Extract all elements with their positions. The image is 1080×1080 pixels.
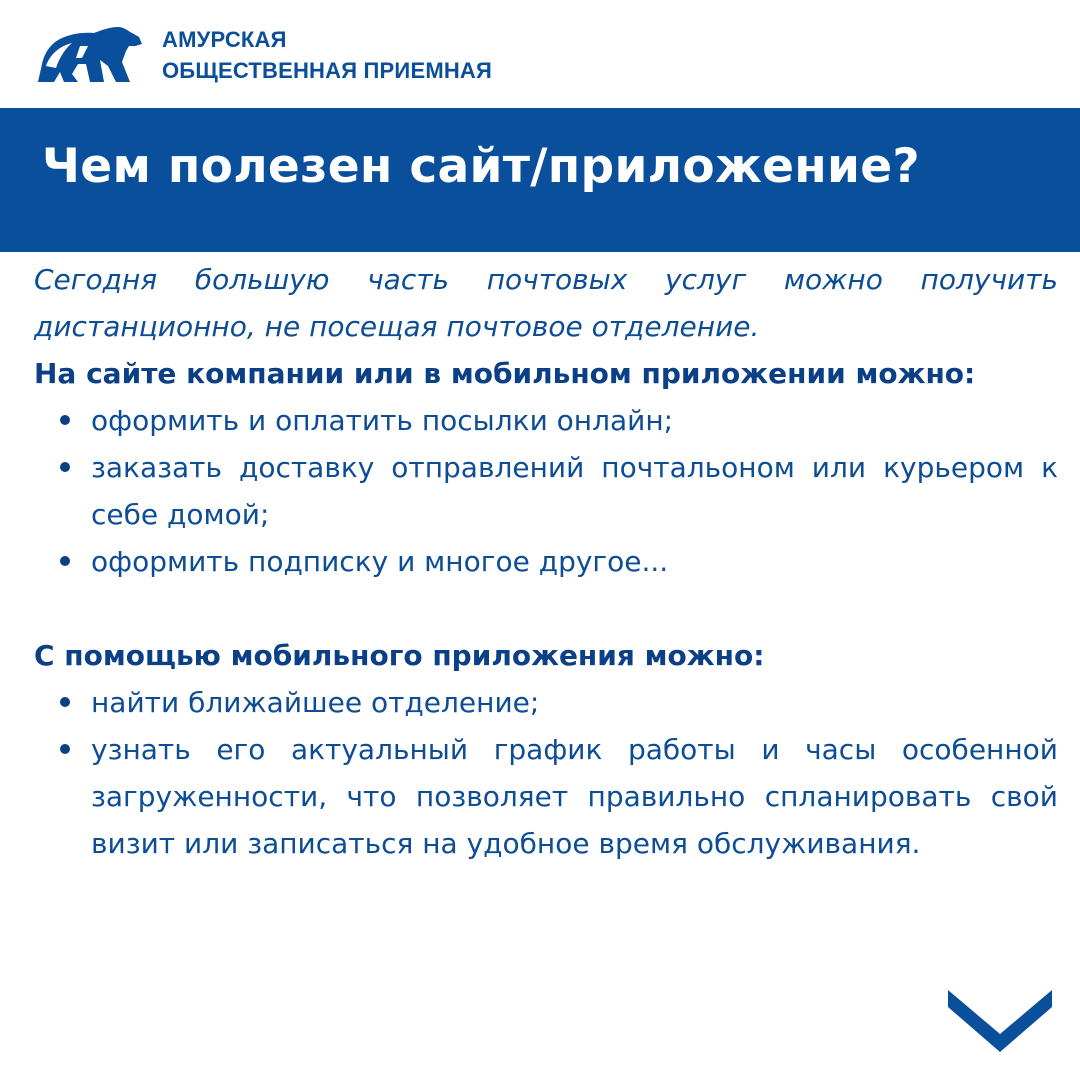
header: [0, 0, 1080, 108]
list-item: [34, 679, 1058, 726]
page-title: Чем полезен сайт/приложение?: [42, 139, 920, 194]
bullet-dot-icon: [60, 744, 70, 754]
bullet-dot-icon: [60, 697, 70, 707]
list-item: [34, 397, 1058, 444]
website-features-list: [34, 397, 1058, 585]
bullet-dot-icon: [60, 415, 70, 425]
section-spacer: [34, 585, 1058, 632]
app-features-list: [34, 679, 1058, 867]
bullet-dot-icon: [60, 556, 70, 566]
list-item: [34, 444, 1058, 538]
organization-name: [162, 24, 492, 86]
section-heading-website: На сайте компании или в мобильном приложении можно:: [34, 357, 976, 390]
title-banner: [0, 108, 1080, 252]
list-item: [34, 726, 1058, 867]
organization-name-line-2: ОБЩЕСТВЕННАЯ ПРИЕМНАЯ: [162, 58, 493, 83]
list-item: [34, 538, 1058, 585]
list-item-text: узнать его актуальный график работы и часы особенной загруженности, что позволяет правильно спланировать свой визит или записаться на удобное время обслуживания.: [91, 733, 1058, 860]
list-item-text: оформить подписку и многое другое...: [91, 545, 669, 578]
bear-logo-icon: [36, 24, 144, 84]
section-heading-app: С помощью мобильного приложения можно:: [34, 639, 765, 672]
list-item-text: найти ближайшее отделение;: [91, 686, 540, 719]
main-content: [34, 256, 1058, 867]
intro-paragraph: Сегодня большую часть почтовых услуг можно получить дистанционно, не посещая почтовое отделение.: [34, 263, 1058, 343]
list-item-text: оформить и оплатить посылки онлайн;: [91, 404, 674, 437]
organization-name-line-1: АМУРСКАЯ: [162, 27, 287, 52]
list-item-text: заказать доставку отправлений почтальоном или курьером к себе домой;: [91, 451, 1058, 531]
chevron-down-icon[interactable]: [948, 990, 1052, 1052]
bullet-dot-icon: [60, 462, 70, 472]
